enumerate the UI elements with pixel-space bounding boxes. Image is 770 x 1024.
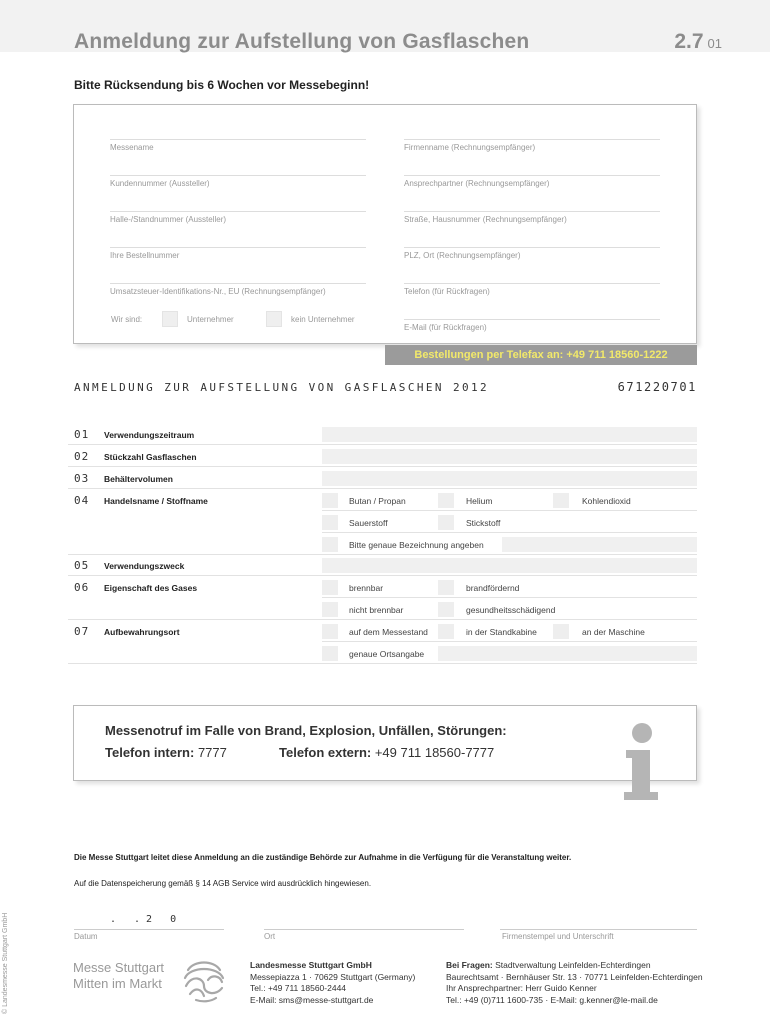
row-divider (322, 597, 697, 598)
phone-internal (105, 745, 227, 760)
field-ansprechpartner[interactable]: Ansprechpartner (Rechnungsempfänger) (404, 175, 660, 193)
label-verwendungszweck: Verwendungszweck (104, 561, 185, 571)
row-number-02: 02 (74, 450, 90, 463)
company-line-1: Messepiazza 1 · 70629 Stuttgart (Germany) (250, 971, 416, 982)
field-bestellnummer[interactable]: Ihre Bestellnummer (110, 247, 366, 265)
option-brennbar: brennbar (349, 583, 384, 593)
row-divider (68, 575, 697, 576)
input-verwendungszweck[interactable] (322, 558, 697, 573)
input-other-gas[interactable] (502, 537, 697, 552)
field-firmenname[interactable]: Firmenname (Rechnungsempfänger) (404, 139, 660, 157)
order-number: 671220701 (617, 380, 697, 394)
form-page-number: 01 (707, 36, 722, 51)
kein-unternehmer-label: kein Unternehmer (291, 315, 355, 324)
form-number (674, 30, 722, 54)
place-label: Ort (264, 932, 276, 941)
label-verwendungszeitraum: Verwendungszeitraum (104, 430, 195, 440)
checkbox-helium[interactable] (438, 493, 454, 508)
info-icon (620, 722, 668, 802)
checkbox-sauerstoff[interactable] (322, 515, 338, 530)
company-address (250, 960, 415, 1006)
phone-internal-label: Telefon intern: (105, 745, 195, 760)
address-form (73, 104, 697, 344)
field-messename[interactable]: Messename (110, 139, 366, 157)
option-ortsangabe: genaue Ortsangabe (349, 649, 425, 659)
option-helium: Helium (466, 496, 493, 506)
row-divider (68, 466, 697, 467)
date-line (74, 929, 224, 930)
forwarding-note: Die Messe Stuttgart leitet diese Anmeldung an die zuständige Behörde zur Aufnahme in die Verfügung für die Veranstaltung weiter. (74, 853, 572, 862)
field-telefon[interactable]: Telefon (für Rückfragen) (404, 283, 660, 301)
input-ortsangabe[interactable] (438, 646, 697, 661)
fax-order-bar: Bestellungen per Telefax an: +49 711 18560-1222 (385, 345, 697, 365)
messe-logo-text (73, 960, 164, 992)
label-behaeltervolumen: Behältervolumen (104, 474, 173, 484)
input-stueckzahl[interactable] (322, 449, 697, 464)
checkbox-messestand[interactable] (322, 624, 338, 639)
checkbox-kohlendioxid[interactable] (553, 493, 569, 508)
phone-external-value: +49 711 18560-7777 (374, 745, 495, 760)
checkbox-unternehmer[interactable] (162, 311, 178, 327)
option-butan-propan: Butan / Propan (349, 496, 406, 506)
logo-line-2: Mitten im Markt (73, 976, 162, 991)
row-number-07: 07 (74, 625, 90, 638)
field-kundennummer[interactable]: Kundennummer (Aussteller) (110, 175, 366, 193)
checkbox-brennbar[interactable] (322, 580, 338, 595)
checkbox-ortsangabe[interactable] (322, 646, 338, 661)
form-number-main: 2.7 (674, 30, 704, 53)
messe-stuttgart-logo (180, 956, 228, 1004)
data-storage-note: Auf die Datenspeicherung gemäß § 14 AGB Service wird ausdrücklich hingewiesen. (74, 879, 372, 888)
option-maschine: an der Maschine (582, 627, 645, 637)
checkbox-other-gas[interactable] (322, 537, 338, 552)
company-line-2: Tel.: +49 711 18560-2444 (250, 983, 347, 994)
option-brandfoerdernd: brandfördernd (466, 583, 520, 593)
checkbox-kein-unternehmer[interactable] (266, 311, 282, 327)
row-divider (322, 510, 697, 511)
deadline-notice: Bitte Rücksendung bis 6 Wochen vor Messebeginn! (74, 78, 370, 92)
field-strasse[interactable]: Straße, Hausnummer (Rechnungsempfänger) (404, 211, 660, 229)
checkbox-brandfoerdernd[interactable] (438, 580, 454, 595)
unternehmer-label: Unternehmer (187, 315, 234, 324)
checkbox-gesundheitsschaedigend[interactable] (438, 602, 454, 617)
row-divider (322, 641, 697, 642)
row-number-03: 03 (74, 472, 90, 485)
row-number-01: 01 (74, 428, 90, 441)
option-stickstoff: Stickstoff (466, 518, 501, 528)
option-standkabine: in der Standkabine (466, 627, 537, 637)
label-stueckzahl: Stückzahl Gasflaschen (104, 452, 197, 462)
row-divider (68, 488, 697, 489)
questions-line-1: Baurechtsamt · Bernhäuser Str. 13 · 70771 Leinfelden-Echterdingen (446, 971, 703, 982)
option-sauerstoff: Sauerstoff (349, 518, 388, 528)
option-messestand: auf dem Messestand (349, 627, 428, 637)
input-behaeltervolumen[interactable] (322, 471, 697, 486)
label-eigenschaft: Eigenschaft des Gases (104, 583, 198, 593)
stamp-line (500, 929, 697, 930)
checkbox-butan-propan[interactable] (322, 493, 338, 508)
emergency-box (73, 705, 697, 781)
phone-internal-value: 7777 (197, 745, 227, 760)
phone-external (279, 745, 494, 760)
wir-sind-label: Wir sind: (111, 315, 143, 324)
input-verwendungszeitraum[interactable] (322, 427, 697, 442)
checkbox-nicht-brennbar[interactable] (322, 602, 338, 617)
questions-line-3: Tel.: +49 (0)711 1600-735 · E-Mail: g.kenner@le-mail.de (446, 994, 658, 1005)
checkbox-stickstoff[interactable] (438, 515, 454, 530)
emergency-heading: Messenotruf im Falle von Brand, Explosion, Unfällen, Störungen: (105, 723, 507, 738)
field-email[interactable]: E-Mail (für Rückfragen) (404, 319, 660, 337)
checkbox-maschine[interactable] (553, 624, 569, 639)
option-nicht-brennbar: nicht brennbar (349, 605, 404, 615)
label-aufbewahrungsort: Aufbewahrungsort (104, 627, 180, 637)
place-line (264, 929, 464, 930)
row-number-06: 06 (74, 581, 90, 594)
company-name: Landesmesse Stuttgart GmbH (250, 960, 372, 970)
row-divider (68, 663, 697, 664)
option-kohlendioxid: Kohlendioxid (582, 496, 631, 506)
stamp-label: Firmenstempel und Unterschrift (502, 932, 614, 941)
contact-address (446, 960, 703, 1006)
row-divider (68, 444, 697, 445)
form-title: ANMELDUNG ZUR AUFSTELLUNG VON GASFLASCHEN 2012 (74, 381, 490, 394)
logo-line-1: Messe Stuttgart (73, 960, 165, 975)
page-title: Anmeldung zur Aufstellung von Gasflaschen (74, 30, 530, 53)
row-divider (68, 554, 697, 555)
checkbox-standkabine[interactable] (438, 624, 454, 639)
row-divider (68, 619, 697, 620)
row-number-04: 04 (74, 494, 90, 507)
option-gesundheitsschaedigend: gesundheitsschädigend (466, 605, 556, 615)
field-ust-id[interactable]: Umsatzsteuer-Identifikations-Nr., EU (Rechnungsempfänger) (110, 283, 366, 301)
date-label: Datum (74, 932, 98, 941)
copyright: © Landesmesse Stuttgart GmbH (2, 912, 9, 1014)
field-halle-standnummer[interactable]: Halle-/Standnummer (Aussteller) (110, 211, 366, 229)
row-divider (322, 532, 697, 533)
field-plz-ort[interactable]: PLZ, Ort (Rechnungsempfänger) (404, 247, 660, 265)
label-handelsname: Handelsname / Stoffname (104, 496, 208, 506)
row-number-05: 05 (74, 559, 90, 572)
questions-first: Stadtverwaltung Leinfelden-Echterdingen (495, 960, 651, 970)
company-line-3: E-Mail: sms@messe-stuttgart.de (250, 994, 374, 1005)
option-other-gas: Bitte genaue Bezeichnung angeben (349, 540, 484, 550)
questions-line-2: Ihr Ansprechpartner: Herr Guido Kenner (446, 983, 597, 994)
questions-label: Bei Fragen: (446, 960, 493, 970)
phone-external-label: Telefon extern: (279, 745, 372, 760)
date-input[interactable]: . .2 0 (110, 914, 183, 925)
